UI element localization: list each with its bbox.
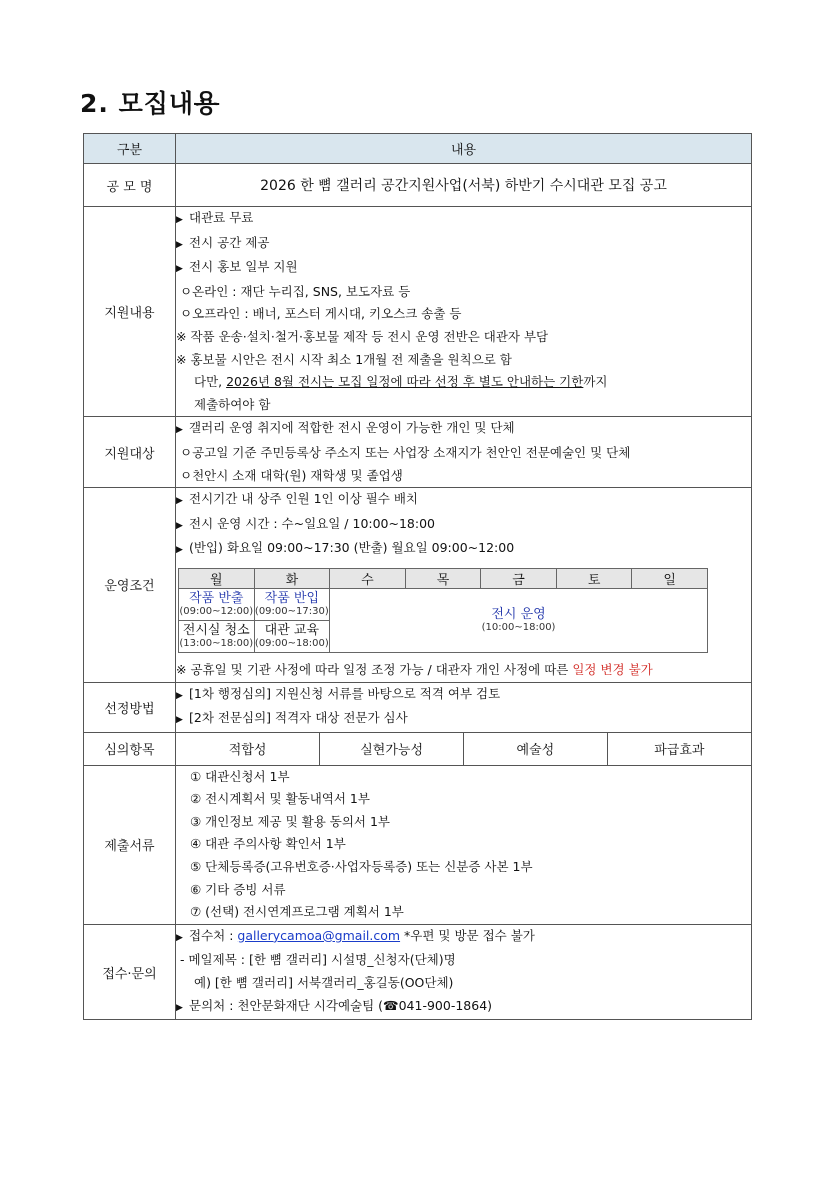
row-title-value: 2026 한 뼘 갤러리 공간지원사업(서북) 하반기 수시대관 모집 공고 — [176, 164, 752, 207]
document-item: ④ 대관 주의사항 확인서 1부 — [190, 836, 346, 852]
schedule-exhibition: 전시 운영 (10:00~18:00) — [330, 588, 708, 652]
ops-note: ※ 공휴일 및 기관 사정에 따라 일정 조정 가능 / 대관자 개인 사정에 따른 일정 변경 불가 — [176, 661, 653, 677]
header-category: 구분 — [84, 134, 176, 164]
email-link[interactable]: gallerycamoa@gmail.com — [237, 927, 401, 943]
row-title — [84, 164, 752, 207]
row-selection-label: 선정방법 — [84, 682, 176, 732]
triangle-bullet-icon: ▶ — [176, 690, 183, 701]
target-sub-2: ㅇ천안시 소재 대학(원) 재학생 및 졸업생 — [180, 467, 403, 483]
row-criteria — [84, 732, 752, 765]
schedule-table — [178, 568, 708, 653]
table-header-row — [84, 134, 752, 164]
row-selection — [84, 682, 752, 732]
document-item: ② 전시계획서 및 활동내역서 1부 — [190, 791, 370, 807]
schedule-day: 일 — [632, 568, 708, 588]
document-item: ① 대관신청서 1부 — [190, 768, 290, 784]
criteria-item: 실현가능성 — [320, 733, 464, 765]
target-item-1: 갤러리 운영 취지에 적합한 전시 운영이 가능한 개인 및 단체 — [189, 420, 515, 436]
section-title-strike: 용 — [194, 89, 220, 118]
header-content: 내용 — [176, 134, 752, 164]
support-item-3: 전시 홍보 일부 지원 — [189, 259, 298, 275]
criteria-item: 예술성 — [464, 733, 608, 765]
support-note-1: ※ 작품 운송·설치·철거·홍보물 제작 등 전시 운영 전반은 대관자 부담 — [176, 328, 549, 344]
triangle-bullet-icon: ▶ — [176, 545, 183, 556]
triangle-bullet-icon: ▶ — [176, 1002, 183, 1013]
support-item-1: 대관료 무료 — [189, 210, 254, 225]
triangle-bullet-icon: ▶ — [176, 496, 183, 507]
triangle-bullet-icon: ▶ — [176, 520, 183, 531]
recruitment-table — [83, 133, 752, 1020]
triangle-bullet-icon: ▶ — [176, 715, 183, 726]
ops-item-1: 전시기간 내 상주 인원 1인 이상 필수 배치 — [189, 491, 418, 507]
schedule-tue-install: 작품 반입 (09:00~17:30) — [254, 588, 330, 620]
document-item: ③ 개인정보 제공 및 활용 동의서 1부 — [190, 813, 390, 829]
support-item-2: 전시 공간 제공 — [189, 234, 270, 250]
triangle-bullet-icon: ▶ — [176, 264, 183, 275]
row-support-content — [176, 207, 752, 417]
support-note-3-underlined: 2026년 8월 전시는 모집 일정에 따라 선정 후 별도 안내하는 기한 — [226, 374, 584, 390]
target-sub-1: ㅇ공고일 기준 주민등록상 주소지 또는 사업장 소재지가 천안인 전문예술인 및 단체 — [180, 444, 631, 460]
row-title-label: 공 모 명 — [84, 164, 176, 207]
triangle-bullet-icon: ▶ — [176, 215, 183, 225]
schedule-day: 월 — [179, 568, 255, 588]
row-documents-label: 제출서류 — [84, 765, 176, 924]
document-item: ⑤ 단체등록증(고유번호증·사업자등록증) 또는 신분증 사본 1부 — [190, 859, 533, 875]
criteria-table — [176, 733, 751, 765]
row-target-content — [176, 417, 752, 488]
section-title — [80, 84, 219, 120]
support-sub-offline: ㅇ오프라인 : 배너, 포스터 게시대, 키오스크 송출 등 — [180, 306, 462, 322]
row-criteria-content — [176, 732, 752, 765]
row-support-label: 지원내용 — [84, 207, 176, 417]
row-documents — [84, 765, 752, 924]
triangle-bullet-icon: ▶ — [176, 932, 183, 943]
schedule-tue-education: 대관 교육 (09:00~18:00) — [254, 620, 330, 652]
row-ops-label: 운영조건 — [84, 488, 176, 682]
schedule-day: 수 — [330, 568, 406, 588]
support-sub-online: ㅇ온라인 : 재단 누리집, SNS, 보도자료 등 — [180, 283, 411, 299]
schedule-mon-cleaning: 전시실 청소 (13:00~18:00) — [179, 620, 255, 652]
triangle-bullet-icon: ▶ — [176, 425, 183, 436]
support-note-4: 제출하여야 함 — [194, 396, 271, 412]
schedule-day: 화 — [254, 568, 330, 588]
ops-note-red: 일정 변경 불가 — [572, 661, 653, 677]
row-target-label: 지원대상 — [84, 417, 176, 488]
support-note-3: 다만, 2026년 8월 전시는 모집 일정에 따라 선정 후 별도 안내하는 기한까지 — [194, 374, 608, 390]
row-support — [84, 207, 752, 417]
support-note-2: ※ 홍보물 시안은 전시 시작 최소 1개월 전 제출을 원칙으로 함 — [176, 351, 512, 367]
document-item: ⑥ 기타 증빙 서류 — [190, 881, 286, 897]
schedule-day: 목 — [405, 568, 481, 588]
contact-inquiry: 문의처 : 천안문화재단 시각예술팀 (☎041-900-1864) — [189, 997, 493, 1013]
row-contact-content: ▶ 접수처 : gallerycamoa@gmail.com *우편 및 방문 접수 불가 - 메일제목 : [한 뼘 갤러리] 시설명_신청자(단체)명 예) [한 뼘 갤러리] 서북갤러리_홍길동(OO단체) ▶ 문의처 : 천안문화재단 시각예술팀 (☎041-900-1864) — [176, 924, 752, 1019]
criteria-item: 파급효과 — [607, 733, 751, 765]
row-documents-content — [176, 765, 752, 924]
row-selection-content — [176, 682, 752, 732]
row-ops-content — [176, 488, 752, 682]
row-contact — [84, 924, 752, 1019]
section-title-text: 2. 모집내 — [80, 89, 195, 118]
ops-item-3: (반입) 화요일 09:00~17:30 (반출) 월요일 09:00~12:00 — [189, 540, 515, 556]
row-ops — [84, 488, 752, 682]
selection-item-2: [2차 전문심의] 적격자 대상 전문가 심사 — [189, 710, 408, 726]
schedule-day: 토 — [556, 568, 632, 588]
ops-item-2: 전시 운영 시간 : 수~일요일 / 10:00~18:00 — [189, 515, 436, 531]
selection-item-1: [1차 행정심의] 지원신청 서류를 바탕으로 적격 여부 검토 — [189, 685, 501, 701]
schedule-mon-return: 작품 반출 (09:00~12:00) — [179, 588, 255, 620]
triangle-bullet-icon: ▶ — [176, 239, 183, 250]
row-target — [84, 417, 752, 488]
row-criteria-label: 심의항목 — [84, 732, 176, 765]
contact-mail-example: 예) [한 뼘 갤러리] 서북갤러리_홍길동(OO단체) — [194, 975, 454, 991]
contact-mail-subject: - 메일제목 : [한 뼘 갤러리] 시설명_신청자(단체)명 — [180, 952, 456, 968]
criteria-item: 적합성 — [228, 743, 267, 759]
row-contact-label: 접수·문의 — [84, 924, 176, 1019]
schedule-day: 금 — [481, 568, 557, 588]
document-item: ⑦ (선택) 전시연계프로그램 계획서 1부 — [190, 904, 404, 920]
